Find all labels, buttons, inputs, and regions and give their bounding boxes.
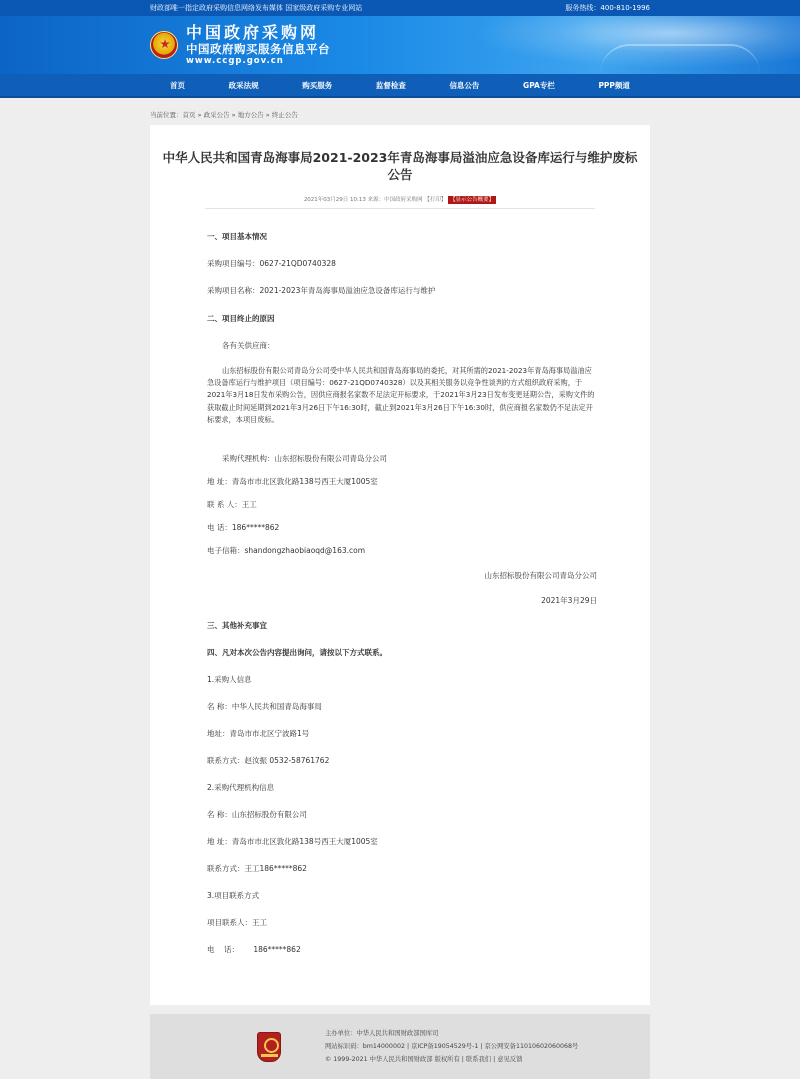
article-title: 中华人民共和国青岛海事局2021-2023年青岛海事局溢油应急设备库运行与维护废标公告	[162, 150, 638, 182]
purchaser-address: 地址：青岛市市北区宁波路1号	[207, 729, 310, 738]
breadcrumb-sep: »	[195, 111, 204, 119]
article-date-source: 2021年03月29日 10:13 来源：中国政府采购网 【打印】	[303, 197, 447, 203]
nav-home[interactable]: 首页	[170, 81, 185, 90]
main-nav	[0, 74, 800, 98]
breadcrumb-notices[interactable]: 政采公告	[203, 111, 230, 119]
breadcrumb-sep: »	[229, 111, 238, 119]
footer-info	[325, 1027, 578, 1066]
logo-title: 中国政府采购网	[186, 22, 320, 42]
purchaser-name: 名 称：中华人民共和国青岛海事局	[207, 702, 322, 711]
breadcrumb-local[interactable]: 地方公告	[237, 111, 264, 119]
signature-date: 2021年3月29日	[541, 596, 597, 605]
top-bar	[0, 0, 800, 16]
topbar-slogan: 财政部唯一指定政府采购信息网络发布媒体 国家级政府采购专业网站	[150, 4, 363, 12]
project-contact-heading: 3.项目联系方式	[207, 891, 260, 900]
termination-reason: 山东招标股份有限公司青岛分公司受中华人民共和国青岛海事局的委托，对其所需的2021-2023年青岛海事局溢油应急设备库运行与维护项目（项目编号：0627-21QD0740328）以及其相关服务以竞争性谈判的方式组织政府采购，于2021年3月18日发布采购公告，因供应商报名家数不足法定开标要求，于2021年3月23日发布变更延期公告，采购文件的获取截止时间延期到2021年3月26日下午16:30时，截止到2021年3月26日下午16:30时，供应商报名家数仍不足法定开标要求，本项目废标。	[207, 366, 595, 424]
agency-contact-2: 联系方式：王工186*****862	[207, 864, 307, 873]
greeting: 各有关供应商：	[222, 341, 275, 350]
agency-phone: 电 话：186*****862	[207, 523, 280, 532]
nav-gpa[interactable]: GPA专栏	[523, 81, 555, 90]
breadcrumb-termination[interactable]: 终止公告	[271, 111, 298, 119]
agency-info-heading: 2.采购代理机构信息	[207, 783, 275, 792]
agency-address: 地 址：青岛市市北区敦化路138号西王大厦1005室	[207, 477, 378, 486]
agency-address-2: 地 址：青岛市市北区敦化路138号西王大厦1005室	[207, 837, 378, 846]
show-summary-button[interactable]: 【显示公告概要】	[450, 197, 495, 203]
section-heading: 三、其他补充事宜	[207, 621, 267, 630]
site-banner	[0, 16, 800, 74]
nav-announcements[interactable]: 信息公告	[449, 81, 480, 90]
nav-purchase-services[interactable]: 购买服务	[302, 81, 333, 90]
service-hotline: 服务热线：400-810-1996	[565, 4, 650, 12]
national-emblem-icon	[150, 31, 178, 59]
section-heading: 四、凡对本次公告内容提出询问，请按以下方式联系。	[207, 648, 387, 657]
nav-supervision[interactable]: 监督检查	[375, 81, 406, 90]
project-number: 采购项目编号：0627-21QD0740328	[207, 259, 336, 268]
footer-copyright: © 1999-2021 中华人民共和国财政部 版权所有 | 联系我们 | 意见反馈	[325, 1056, 523, 1063]
breadcrumb-prefix: 当前位置：	[150, 111, 183, 119]
breadcrumb-home[interactable]: 首页	[182, 111, 196, 119]
footer-registration: 网站标识码：bm14000002 | 京ICP备19054529号-1 | 京公网安备11010602060068号	[325, 1043, 579, 1050]
breadcrumb	[150, 110, 650, 119]
article-meta	[150, 195, 650, 203]
article-container	[150, 125, 650, 1005]
purchaser-info-heading: 1.采购人信息	[207, 675, 252, 684]
logo-url: www.ccgp.gov.cn	[186, 55, 284, 66]
project-contact-phone: 电 话： 186*****862	[207, 945, 301, 954]
agency-contact: 联 系 人：王工	[207, 500, 257, 509]
party-government-badge-icon[interactable]	[257, 1032, 281, 1062]
divider	[205, 208, 595, 209]
purchaser-contact: 联系方式：赵汝振 0532-58761762	[207, 756, 330, 765]
section-heading: 二、项目终止的原因	[207, 314, 275, 323]
footer-host: 主办单位：中华人民共和国财政部国库司	[325, 1030, 439, 1037]
nav-regulations[interactable]: 政采法规	[228, 81, 259, 90]
signature-org: 山东招标股份有限公司青岛分公司	[484, 571, 597, 580]
site-footer	[150, 1014, 650, 1079]
logo-subtitle: 中国政府购买服务信息平台	[186, 41, 330, 56]
project-contact-person: 项目联系人：王工	[207, 918, 267, 927]
site-logo[interactable]	[186, 24, 330, 67]
breadcrumb-sep: »	[263, 111, 272, 119]
section-heading: 一、项目基本情况	[207, 232, 267, 241]
agency-name: 名 称：山东招标股份有限公司	[207, 810, 307, 819]
project-name: 采购项目名称：2021-2023年青岛海事局溢油应急设备库运行与维护	[207, 286, 436, 295]
agency: 采购代理机构：山东招标股份有限公司青岛分公司	[222, 454, 387, 463]
agency-email: 电子信箱：shandongzhaobiaoqd@163.com	[207, 546, 366, 555]
nav-ppp[interactable]: PPP频道	[598, 81, 630, 90]
